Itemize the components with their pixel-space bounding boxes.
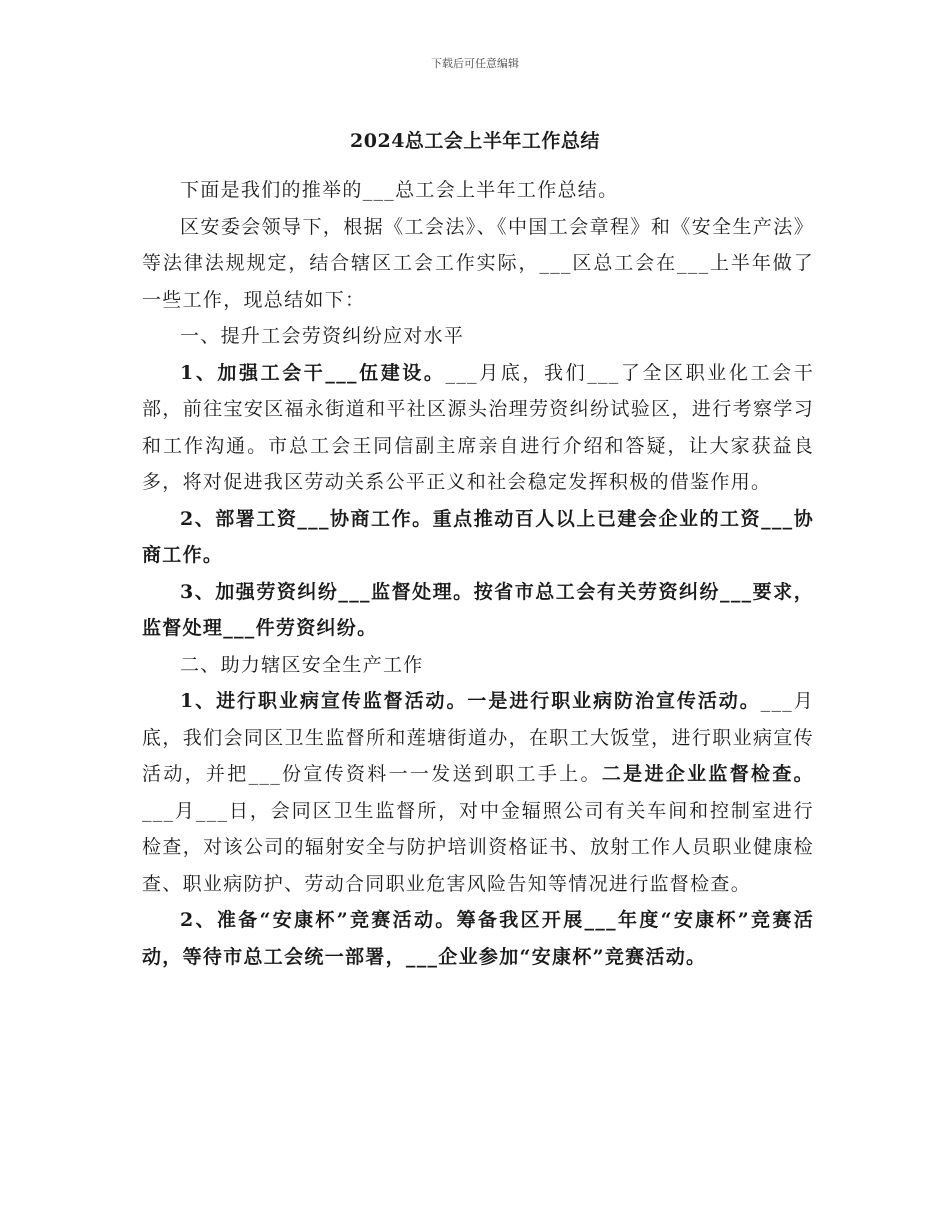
item-paragraph-2-2	[142, 902, 814, 975]
section-heading-1	[142, 318, 814, 355]
context-paragraph	[142, 209, 814, 319]
section-heading-2	[142, 647, 814, 684]
paragraph-text: 下面是我们的推举的___总工会上半年工作总结。	[180, 179, 619, 201]
paragraph-text: 区安委会领导下，根据《工会法》、《中国工会章程》和《安全生产法》等法律法规规定，结合辖区工会工作实际，___区总工会在___上半年做了一些工作，现总结如下：	[142, 215, 814, 311]
paragraph-text: ___月___日，会同区卫生监督所，对中金辐照公司有关车间和控制室进行检查，对该公司的辐射安全与防护培训资格证书、放射工作人员职业健康检查、职业病防护、劳动合同职业危害风险告知等情况进行监督检查。	[142, 799, 814, 895]
item-lead-secondary: 二是进企业监督检查。	[601, 763, 814, 785]
page-header-note: 下载后可任意编辑	[431, 57, 519, 70]
item-lead: 1、加强工会干___伍建设。	[180, 361, 446, 384]
item-paragraph-2-1	[142, 683, 814, 902]
item-lead: 1、进行职业病宣传监督活动。一是进行职业病防治宣传活动。	[180, 690, 761, 712]
item-paragraph-1-2	[142, 501, 814, 574]
document-body	[142, 172, 814, 975]
item-paragraph-1-3	[142, 574, 814, 647]
section-heading-text: 二、助力辖区安全生产工作	[180, 653, 424, 676]
document-title: 2024总工会上半年工作总结	[350, 130, 600, 152]
item-lead: 2、部署工资___协商工作。重点推动百人以上已建会企业的工资___协商工作。	[142, 507, 814, 566]
paragraph-text: ___月底，我们___了全区职业化工会干部，前往宝安区福永街道和平社区源头治理劳资纠纷试验区，进行考察学习和工作沟通。市总工会王同信副主席亲自进行介绍和答疑，让大家获益良多，将对促进我区劳动关系公平正义和社会稳定发挥积极的借鉴作用。	[142, 361, 814, 493]
item-paragraph-1-1	[142, 355, 814, 501]
paragraph-text: ___月底，我们会同区卫生监督所和莲塘街道办，在职工大饭堂，进行职业病宣传活动，并把___份宣传资料一一发送到职工手上。	[142, 690, 815, 785]
item-lead: 3、加强劳资纠纷___监督处理。按省市总工会有关劳资纠纷___要求，监督处理___件劳资纠纷。	[142, 580, 814, 639]
item-lead: 2、准备“安康杯”竞赛活动。筹备我区开展___年度“安康杯”竞赛活动，等待市总工会统一部署，___企业参加“安康杯”竞赛活动。	[142, 909, 814, 968]
section-heading-text: 一、提升工会劳资纠纷应对水平	[180, 325, 465, 347]
intro-paragraph	[142, 172, 814, 209]
